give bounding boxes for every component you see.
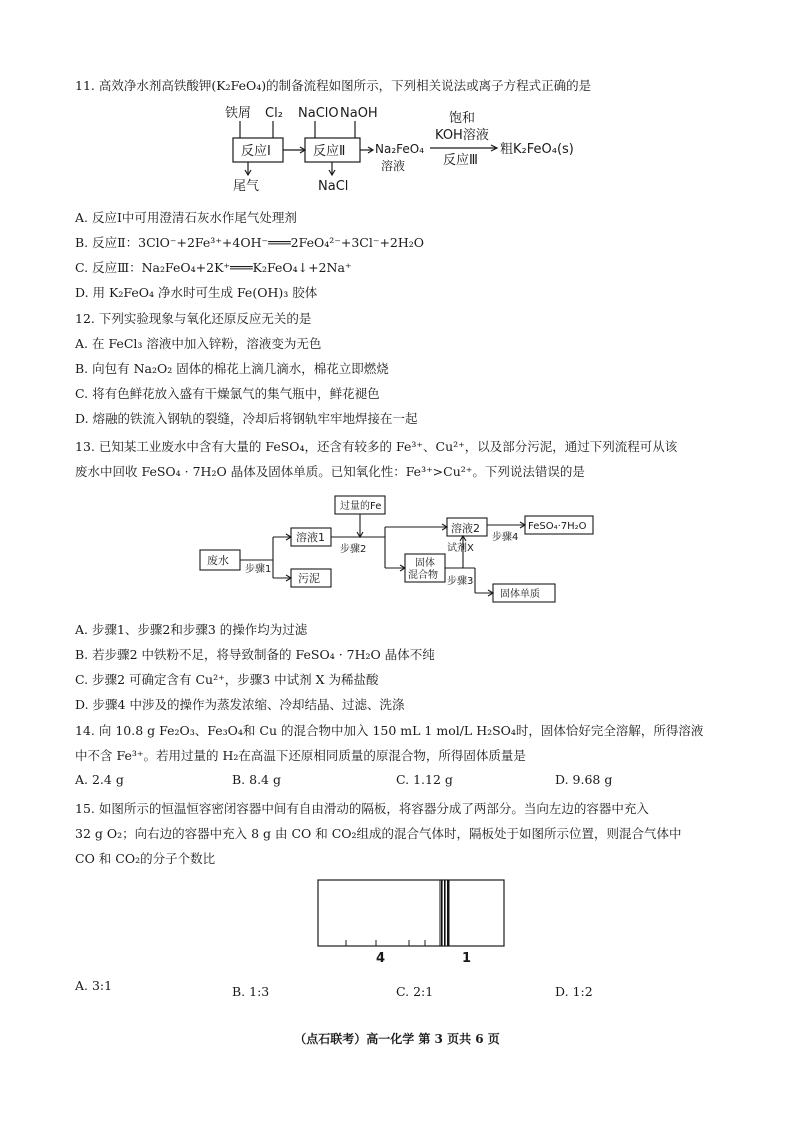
q11-box2-label: 反应Ⅱ [313,144,346,159]
q14-option-b: B. 8.4 g [232,772,281,787]
q12-option-d: D. 熔融的铁流入钢轨的裂缝，冷却后将钢轨牢牢地焊接在一起 [75,411,418,426]
q14-option-d: D. 9.68 g [555,772,613,787]
q15-stem-line2: 32 g O₂；向右边的容器中充入 8 g 由 CO 和 CO₂组成的混合气体时，隔板处于如图所示位置，则混合气体中 [75,826,682,841]
q13-step3-label: 步骤3 [447,576,474,587]
q11-box1-label: 反应Ⅰ [241,144,271,159]
q13-product-label: FeSO₄·7H₂O [528,521,587,532]
q12-option-c: C. 将有色鲜花放入盛有干燥氯气的集气瓶中，鲜花褪色 [75,386,380,401]
q15-option-b: B. 1:3 [232,984,270,999]
q11-option-b: B. 反应Ⅱ：3ClO⁻+2Fe³⁺+4OH⁻═══2FeO₄²⁻+3Cl⁻+2H₂O [75,235,425,250]
q13-option-d: D. 步骤4 中涉及的操作为蒸发浓缩、冷却结晶、过滤、洗涤 [75,697,405,712]
q15-option-a: A. 3:1 [75,978,113,993]
q14-option-a: A. 2.4 g [75,772,124,787]
q15-option-c: C. 2:1 [396,984,434,999]
q15-right-mark: 1 [462,951,472,966]
q13-step4-label: 步骤4 [492,532,519,543]
q15-stem-line1: 15. 如图所示的恒温恒容密闭容器中间有自由滑动的隔板，将容器分成了两部分。当向左边的容器中充入 [75,801,649,816]
q11-intermediate: Na₂FeO₄ [375,142,425,156]
q15-container-diagram [312,874,512,966]
q15-container [318,880,504,946]
q13-solid-label2: 混合物 [408,570,438,581]
q11-stem: 11. 高效净水剂高铁酸钾(K₂FeO₄)的制备流程如图所示，下列相关说法或离子方程式正确的是 [75,78,592,93]
q11-input-naoh: NaOH [340,106,378,121]
q13-stem-line1: 13. 已知某工业废水中含有大量的 FeSO₄，还含有较多的 Fe³⁺、Cu²⁺，以及部分污泥，通过下列流程可从该 [75,439,678,454]
q11-product: 粗K₂FeO₄(s) [500,142,574,157]
q11-option-d: D. 用 K₂FeO₄ 净水时可生成 Fe(OH)₃ 胶体 [75,285,318,300]
q13-step1-label: 步骤1 [245,564,272,575]
q13-option-a: A. 步骤1、步骤2和步骤3 的操作均为过滤 [75,622,308,637]
q13-option-b: B. 若步骤2 中铁粉不足，将导致制备的 FeSO₄ · 7H₂O 晶体不纯 [75,647,435,662]
q13-stem-line2: 废水中回收 FeSO₄ · 7H₂O 晶体及固体单质。已知氧化性：Fe³⁺>Cu²⁺。下列说法错误的是 [75,464,585,479]
q11-cond-saturated: 饱和 [449,111,476,126]
q13-element-label: 固体单质 [500,589,540,600]
q11-output-nacl: NaCl [318,179,349,194]
q15-option-d: D. 1:2 [555,984,593,999]
q11-input-naclo: NaClO [298,106,339,121]
q15-partition [440,880,449,946]
q11-flow-diagram [215,100,595,195]
q12-option-a: A. 在 FeCl₃ 溶液中加入锌粉，溶液变为无色 [75,336,322,351]
q13-step2-label: 步骤2 [340,544,367,555]
q11-option-c: C. 反应Ⅲ：Na₂FeO₄+2K⁺═══K₂FeO₄↓+2Na⁺ [75,260,352,275]
q13-solid-label1: 固体 [415,558,435,569]
q11-cond-reaction3: 反应Ⅲ [443,153,478,168]
q13-reagent-x: 试剂X [447,543,474,554]
q12-option-b: B. 向包有 Na₂O₂ 固体的棉花上滴几滴水，棉花立即燃烧 [75,361,389,376]
q13-excess-fe-label: 过量的Fe [340,501,382,512]
q13-flow-diagram [195,492,615,610]
q13-wastewater-label: 废水 [207,554,229,567]
q15-left-mark: 4 [376,951,386,966]
q11-input-cl2: Cl₂ [265,106,283,121]
q11-cond-koh: KOH溶液 [435,128,489,143]
q15-stem-line3: CO 和 CO₂的分子个数比 [75,851,216,866]
q11-input-iron: 铁屑 [225,106,252,121]
q14-stem-line1: 14. 向 10.8 g Fe₂O₃、Fe₃O₄和 Cu 的混合物中加入 150 mL 1 mol/L H₂SO₄时，固体恰好完全溶解，所得溶液 [75,723,704,738]
q14-option-c: C. 1.12 g [396,772,453,787]
q11-intermediate-solution: 溶液 [381,159,406,173]
page-footer: （点石联考）高一化学 第 3 页共 6 页 [294,1032,500,1046]
q14-stem-line2: 中不含 Fe³⁺。若用过量的 H₂在高温下还原相同质量的原混合物，所得固体质量是 [75,748,526,763]
q13-sludge-label: 污泥 [298,572,320,585]
q13-solution2-label: 溶液2 [451,522,480,535]
q13-option-c: C. 步骤2 可确定含有 Cu²⁺，步骤3 中试剂 X 为稀盐酸 [75,672,379,687]
q11-output-tailgas: 尾气 [233,179,260,194]
q12-stem: 12. 下列实验现象与氧化还原反应无关的是 [75,311,312,326]
q13-solution1-label: 溶液1 [296,531,325,544]
q11-option-a: A. 反应Ⅰ中可用澄清石灰水作尾气处理剂 [75,210,297,225]
